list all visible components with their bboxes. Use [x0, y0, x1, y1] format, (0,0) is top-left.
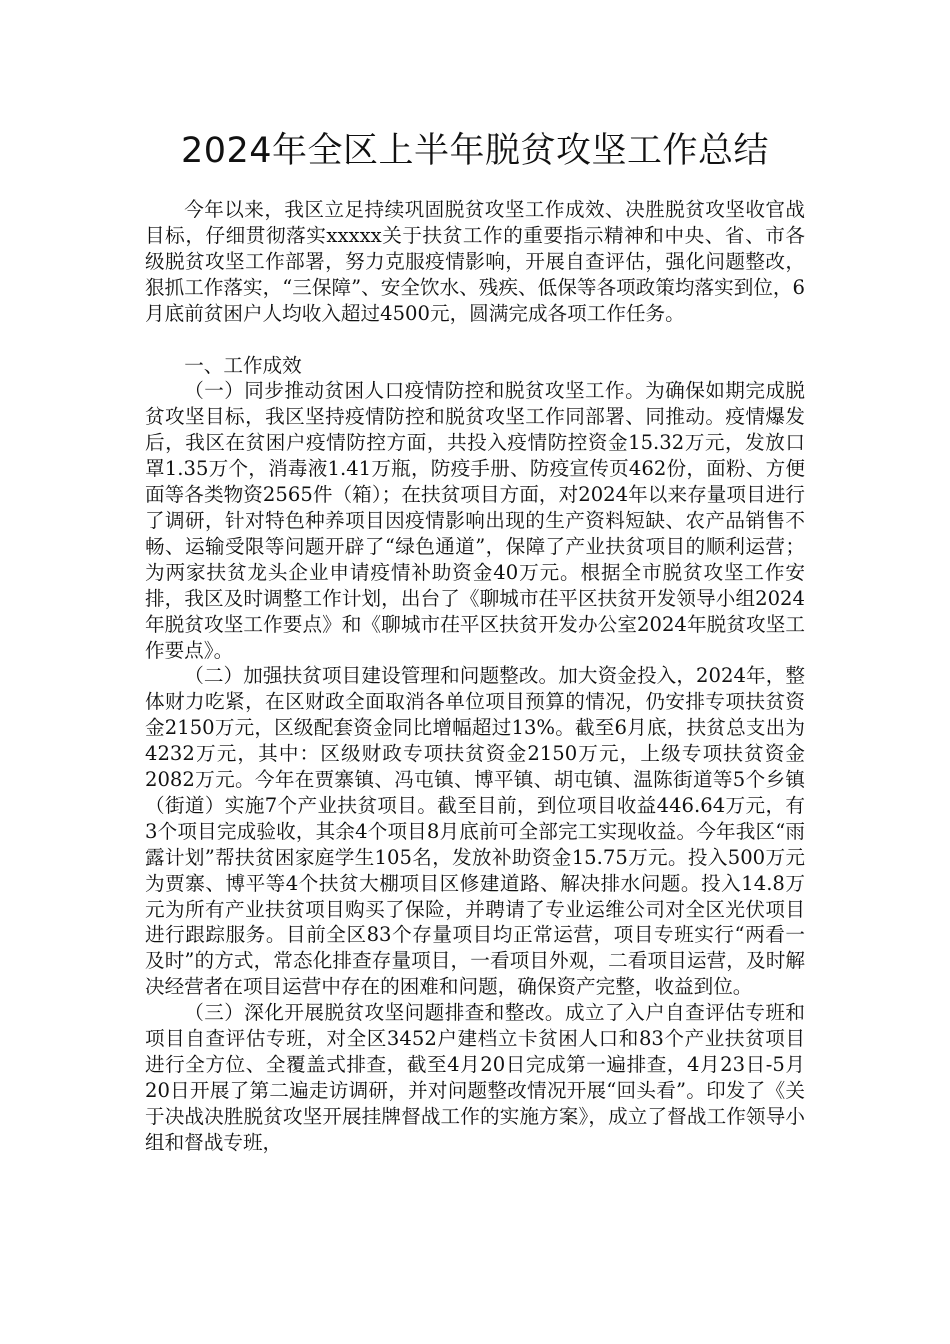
paragraph-epidemic-and-poverty: （一）同步推动贫困人口疫情防控和脱贫攻坚工作。为确保如期完成脱贫攻坚目标，我区坚持疫情防控和脱贫攻坚工作同部署、同推动。疫情爆发后，我区在贫困户疫情防控方面，共投入疫情防控资金15.32万元，发放口罩1.35万个，消毒液1.41万瓶，防疫手册、防疫宣传页462份，面粉、方便面等各类物资2565件（箱）；在扶贫项目方面，对2024年以来存量项目进行了调研，针对特色种养项目因疫情影响出现的生产资料短缺、农产品销售不畅、运输受限等问题开辟了“绿色通道”，保障了产业扶贫项目的顺利运营；为两家扶贫龙头企业申请疫情补助资金40万元。根据全市脱贫攻坚工作安排，我区及时调整工作计划，出台了《聊城市茌平区扶贫开发领导小组2024年脱贫攻坚工作要点》和《聊城市茌平区扶贫开发办公室2024年脱贫攻坚工作要点》。	[145, 379, 805, 662]
paragraph-project-management: （二）加强扶贫项目建设管理和问题整改。加大资金投入，2024年，整体财力吃紧，在区财政全面取消各单位项目预算的情况，仍安排专项扶贫资金2150万元，区级配套资金同比增幅超过13%。截至6月底，扶贫总支出为4232万元，其中：区级财政专项扶贫资金2150万元，上级专项扶贫资金2082万元。今年在贾寨镇、冯屯镇、博平镇、胡屯镇、温陈街道等5个乡镇（街道）实施7个产业扶贫项目。截至目前，到位项目收益446.64万元，有3个项目完成验收，其余4个项目8月底前可全部完工实现收益。今年我区“雨露计划”帮扶贫困家庭学生105名，发放补助资金15.75万元。投入500万元为贾寨、博平等4个扶贫大棚项目区修建道路、解决排水问题。投入14.8万元为所有产业扶贫项目购买了保险，并聘请了专业运维公司对全区光伏项目进行跟踪服务。目前全区83个存量项目均正常运营，项目专班实行“两看一及时”的方式，常态化排查存量项目，一看项目外观，二看项目运营，及时解决经营者在项目运营中存在的困难和问题，确保资产完整，收益到位。	[145, 664, 805, 999]
intro-paragraph: 今年以来，我区立足持续巩固脱贫攻坚工作成效、决胜脱贫攻坚收官战目标，仔细贯彻落实xxxxx关于扶贫工作的重要指示精神和中央、省、市各级脱贫攻坚工作部署，努力克服疫情影响，开展自查评估，强化问题整改，狠抓工作落实，“三保障”、安全饮水、残疾、低保等各项政策均落实到位，6月底前贫困户人均收入超过4500元，圆满完成各项工作任务。	[145, 198, 805, 325]
document-body	[145, 197, 805, 1156]
document-title: 2024年全区上半年脱贫攻坚工作总结	[180, 131, 770, 171]
section-heading-work-results: 一、工作成效	[184, 353, 302, 377]
paragraph-problem-rectification: （三）深化开展脱贫攻坚问题排查和整改。成立了入户自查评估专班和项目自查评估专班，对全区3452户建档立卡贫困人口和83个产业扶贫项目进行全方位、全覆盖式排查，截至4月20日完成第一遍排查，4月23日-5月20日开展了第二遍走访调研，并对问题整改情况开展“回头看”。印发了《关于决战决胜脱贫攻坚开展挂牌督战工作的实施方案》，成立了督战工作领导小组和督战专班，	[145, 1001, 805, 1154]
